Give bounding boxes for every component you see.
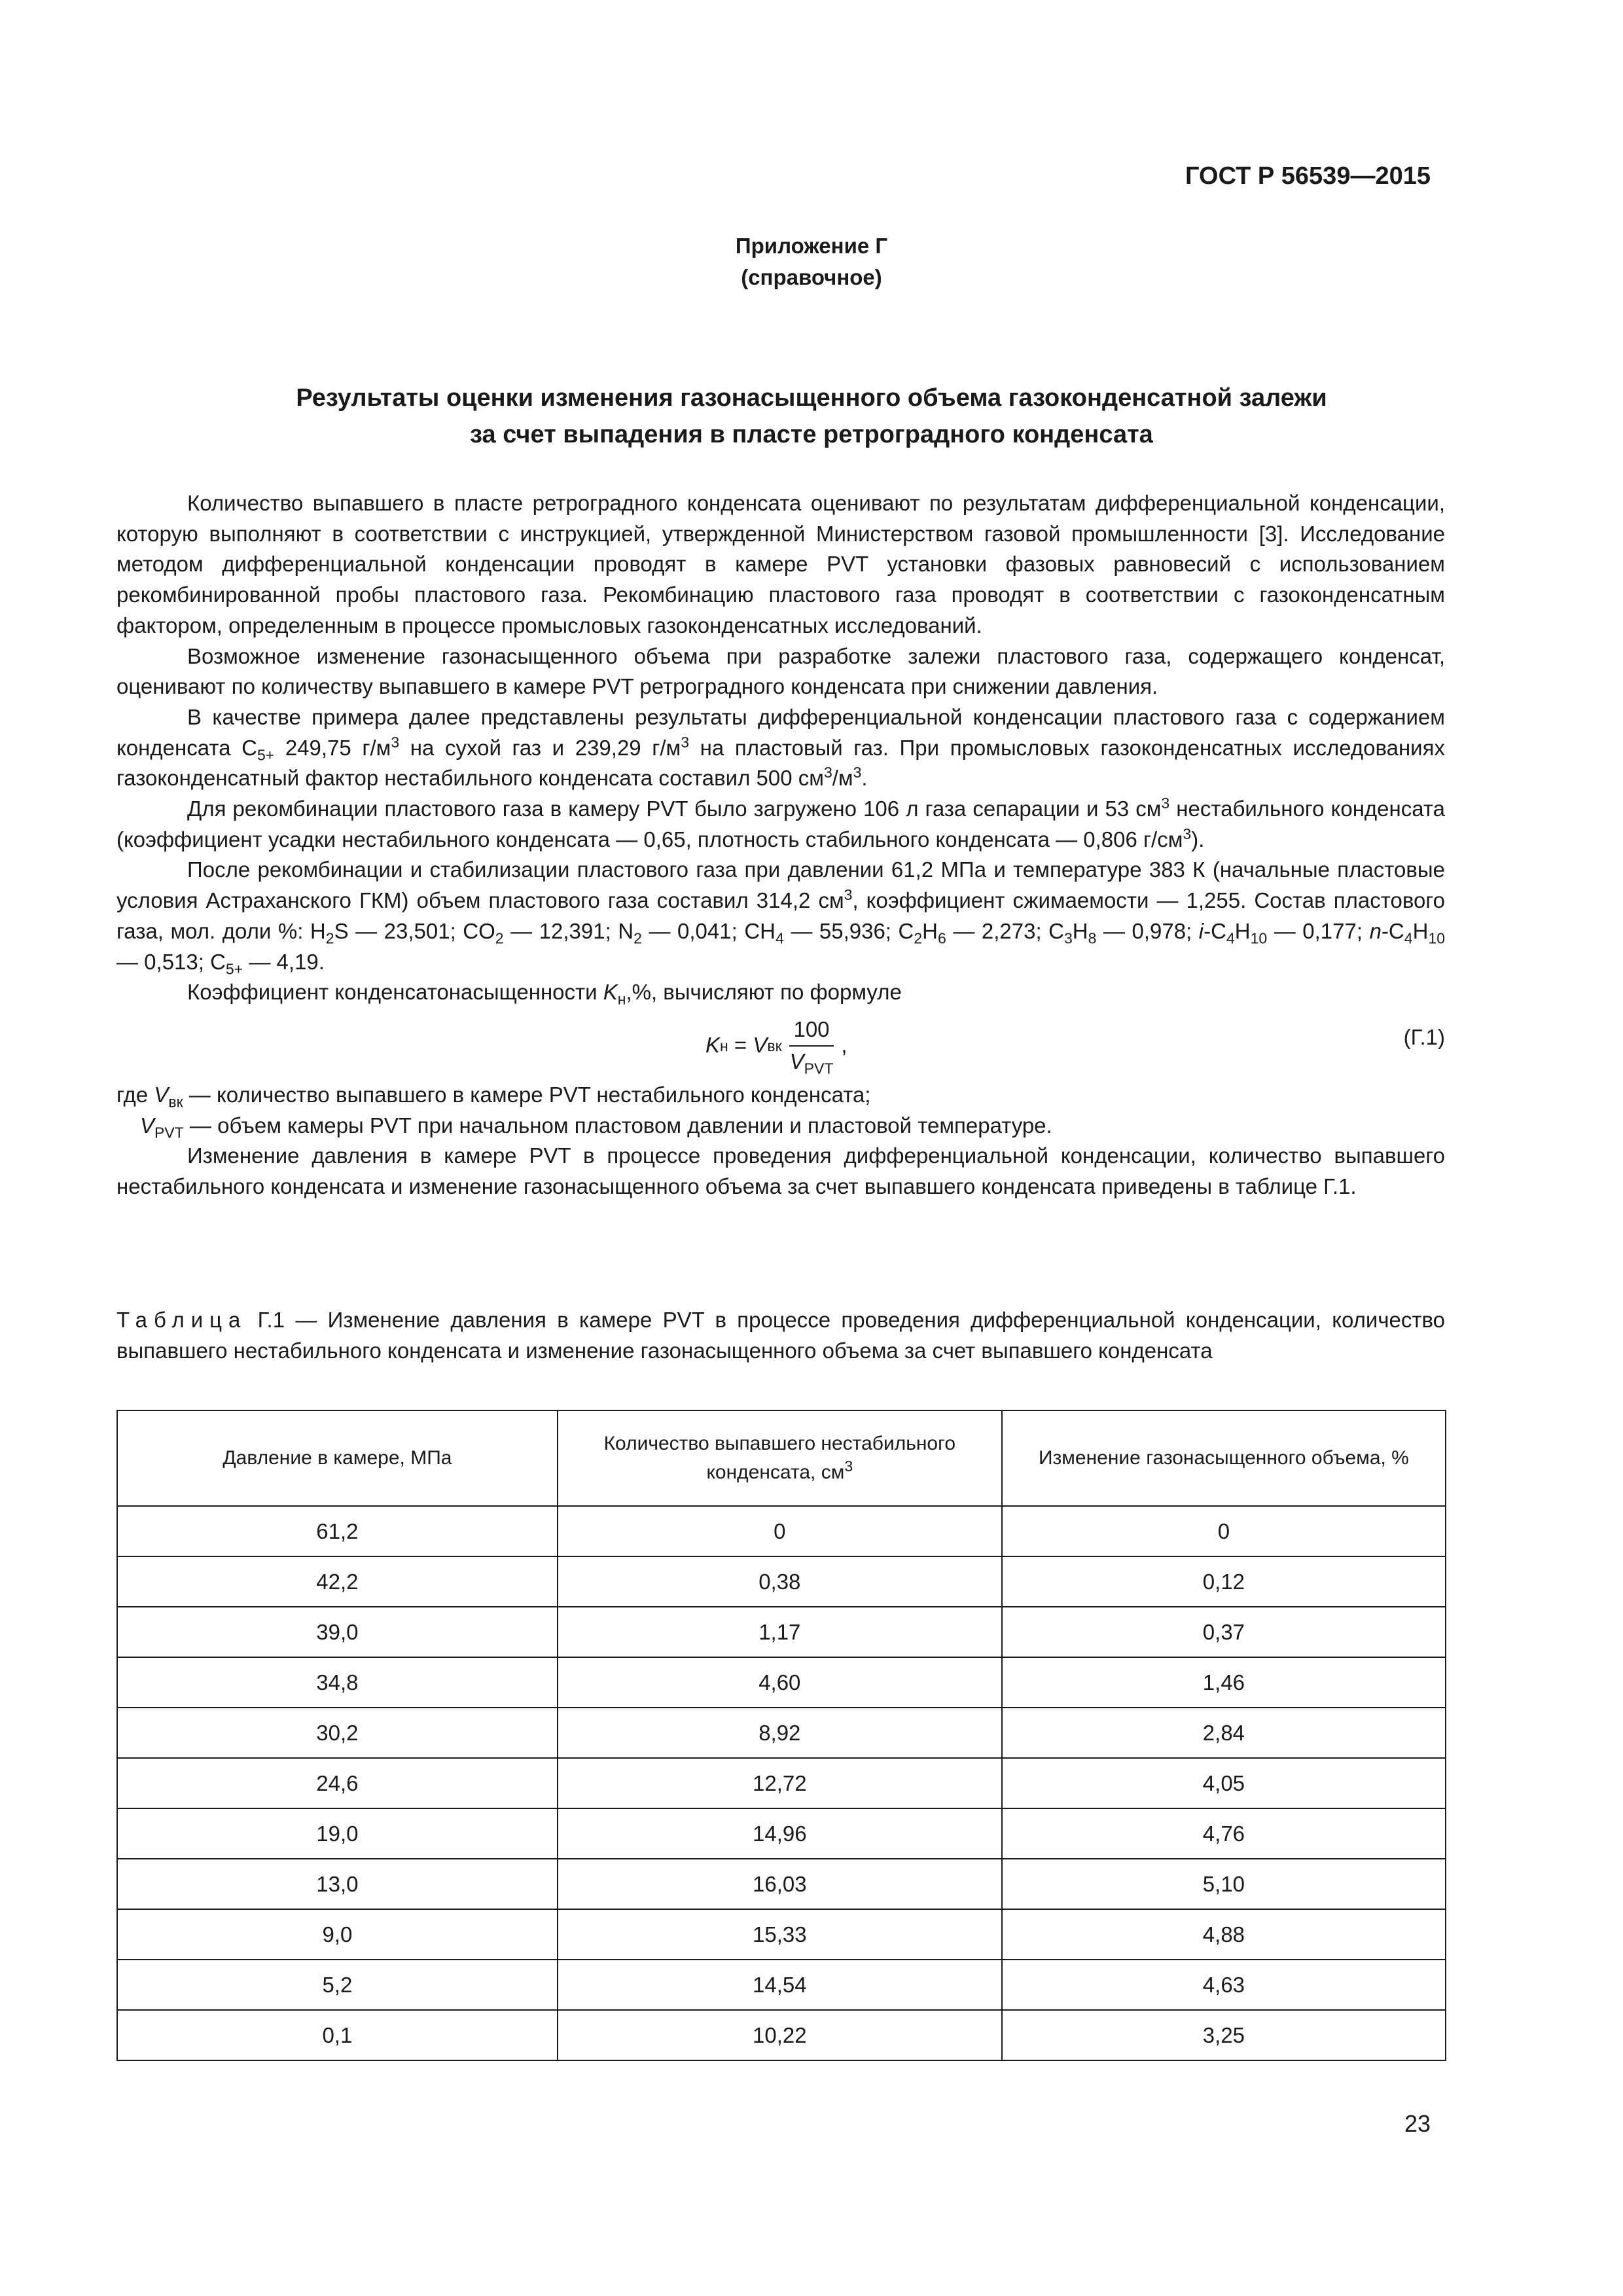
cell-condensate: 10,22 — [558, 2010, 1002, 2060]
page-number: 23 — [1404, 2110, 1431, 2137]
table-row — [117, 1657, 1446, 1708]
table-row — [117, 1909, 1446, 1960]
where-line-1: где $V_{вк}$ — количество выпавшего в камере PVT нестабильного конденсата; — [116, 1082, 871, 1111]
table-row — [117, 1859, 1446, 1909]
body-text — [116, 488, 1445, 1202]
title-line-1: Результаты оценки изменения газонасыщенного объема газоконденсатной залежи — [296, 384, 1327, 412]
cell-pressure: 34,8 — [117, 1657, 558, 1708]
table-row — [117, 2010, 1446, 2060]
cell-volume-change: 4,76 — [1002, 1808, 1446, 1859]
cell-pressure: 61,2 — [117, 1506, 558, 1556]
cell-volume-change: 4,63 — [1002, 1960, 1446, 2010]
cell-pressure: 30,2 — [117, 1708, 558, 1758]
data-table — [116, 1410, 1446, 2061]
document-title — [0, 380, 1623, 453]
cell-volume-change: 3,25 — [1002, 2010, 1446, 2060]
cell-pressure: 9,0 — [117, 1909, 558, 1960]
cell-condensate: 15,33 — [558, 1909, 1002, 1960]
cell-condensate: 0 — [558, 1506, 1002, 1556]
table-row — [117, 1708, 1446, 1758]
appendix-heading — [0, 230, 1623, 293]
cell-volume-change: 4,88 — [1002, 1909, 1446, 1960]
appendix-subtitle: (справочное) — [741, 265, 882, 289]
cell-pressure: 13,0 — [117, 1859, 558, 1909]
cell-pressure: 0,1 — [117, 2010, 558, 2060]
table-body — [117, 1506, 1446, 2060]
paragraph-4: Для рекомбинации пластового газа в камеру PVT было загружено 106 л газа сепарации и 53 $см^3$ нестабильного конденсата (коэффициент усадки нестабильного конденсата — 0,65, плотность стабильного конденсата — 0,806 $г/см^3$). — [116, 795, 1445, 852]
standard-code: ГОСТ Р 56539—2015 — [1185, 162, 1431, 190]
cell-condensate: 1,17 — [558, 1607, 1002, 1657]
table-caption: Таблица Г.1 — Изменение давления в камере PVT в процессе проведения дифференциальной конденсации, количество выпавшего нестабильного конденсата и изменение газонасыщенного объема за счет выпавшего конденсата — [116, 1308, 1445, 1363]
table-row — [117, 1607, 1446, 1657]
formula: K н = V вк $\frac{100}{V_{PVT}}$ , — [705, 1014, 847, 1077]
table-row — [117, 1506, 1446, 1556]
table-row — [117, 1556, 1446, 1607]
appendix-title: Приложение Г — [735, 234, 888, 258]
cell-condensate: 16,03 — [558, 1859, 1002, 1909]
cell-condensate: 14,96 — [558, 1808, 1002, 1859]
cell-pressure: 24,6 — [117, 1758, 558, 1808]
cell-pressure: 5,2 — [117, 1960, 558, 2010]
table-row — [117, 1808, 1446, 1859]
paragraph-1: Количество выпавшего в пласте ретроградного конденсата оценивают по результатам дифференциальной конденсации, которую выполняют в соответствии с инструкцией, утвержденной Министерством газовой промышленности [3]. Исследование методом дифференциальной конденсации проводят в камере PVT установки фазовых равновесий с использованием рекомбинированной пробы пластового газа. Рекомбинацию пластового газа проводят в соответствии с газоконденсатным фактором, определенным в процессе промысловых газоконденсатных исследований. — [116, 491, 1445, 637]
header-pressure: Давление в камере, МПа — [117, 1410, 558, 1506]
cell-volume-change: 0,12 — [1002, 1556, 1446, 1607]
paragraph-3: В качестве примера далее представлены результаты дифференциальной конденсации пластового газа с содержанием конденсата $C_{5+}$ 249,75 $г/м^3$ на сухой газ и 239,29 $г/м^3$ на пластовый газ. При промысловых газоконденсатных исследованиях газоконденсатный фактор нестабильного конденсата составил 500 $см^3/м^3$. — [116, 704, 1445, 791]
paragraph-5: После рекомбинации и стабилизации пластового газа при давлении 61,2 МПа и температуре 383 К (начальные пластовые условия Астраханского ГКМ) объем пластового газа составил 314,2 $см^3$, коэффициент сжимаемости — 1,255. Состав пластового газа, мол. доли %: $H_2S$ — 23,501; $CO_2$ — 12,391; $N_2$ — 0,041; $CH_4$ — 55,936; $C_2H_6$ — 2,273; $C_3H_8$ — 0,978; $i-C_4H_{10}$ — 0,177; $n-C_4H_{10}$ — 0,513; $C_{5+}$ — 4,19. — [116, 857, 1445, 978]
cell-volume-change: 0,37 — [1002, 1607, 1446, 1657]
cell-volume-change: 2,84 — [1002, 1708, 1446, 1758]
cell-condensate: 14,54 — [558, 1960, 1002, 2010]
table-row — [117, 1960, 1446, 2010]
where-line-2: $V_{PVT}$ — объем камеры PVT при начальном пластовом давлении и пластовой температуре. — [140, 1113, 1052, 1141]
header-condensate: Количество выпавшего нестабильного конденсата, $см^3$ — [558, 1410, 1002, 1506]
cell-condensate: 0,38 — [558, 1556, 1002, 1607]
title-line-2: за счет выпадения в пласте ретроградного конденсата — [470, 421, 1153, 448]
cell-pressure: 39,0 — [117, 1607, 558, 1657]
table-header-row — [117, 1410, 1446, 1506]
formula-fraction: $\frac{100}{V_{PVT}}$ — [786, 1014, 838, 1077]
cell-pressure: 19,0 — [117, 1808, 558, 1859]
cell-volume-change: 4,05 — [1002, 1758, 1446, 1808]
paragraph-7: Изменение давления в камере PVT в процессе проведения дифференциальной конденсации, количество выпавшего нестабильного конденсата и изменение газонасыщенного объема за счет выпавшего конденсата приведены в таблице Г.1. — [116, 1143, 1445, 1199]
cell-volume-change: 5,10 — [1002, 1859, 1446, 1909]
cell-volume-change: 0 — [1002, 1506, 1446, 1556]
cell-condensate: 12,72 — [558, 1758, 1002, 1808]
paragraph-6: Коэффициент конденсатонасыщенности $K_н,\%$, вычисляют по формуле — [187, 980, 902, 1008]
cell-volume-change: 1,46 — [1002, 1657, 1446, 1708]
cell-pressure: 42,2 — [117, 1556, 558, 1607]
header-volume-change: Изменение газонасыщенного объема, % — [1002, 1410, 1446, 1506]
formula-number: (Г.1) — [1403, 1024, 1445, 1049]
formula-row — [116, 1008, 1445, 1080]
table-row — [117, 1758, 1446, 1808]
cell-condensate: 8,92 — [558, 1708, 1002, 1758]
paragraph-2: Возможное изменение газонасыщенного объема при разработке залежи пластового газа, содержащего конденсат, оценивают по количеству выпавшего в камере PVT ретроградного конденсата при снижении давления. — [116, 643, 1445, 699]
cell-condensate: 4,60 — [558, 1657, 1002, 1708]
